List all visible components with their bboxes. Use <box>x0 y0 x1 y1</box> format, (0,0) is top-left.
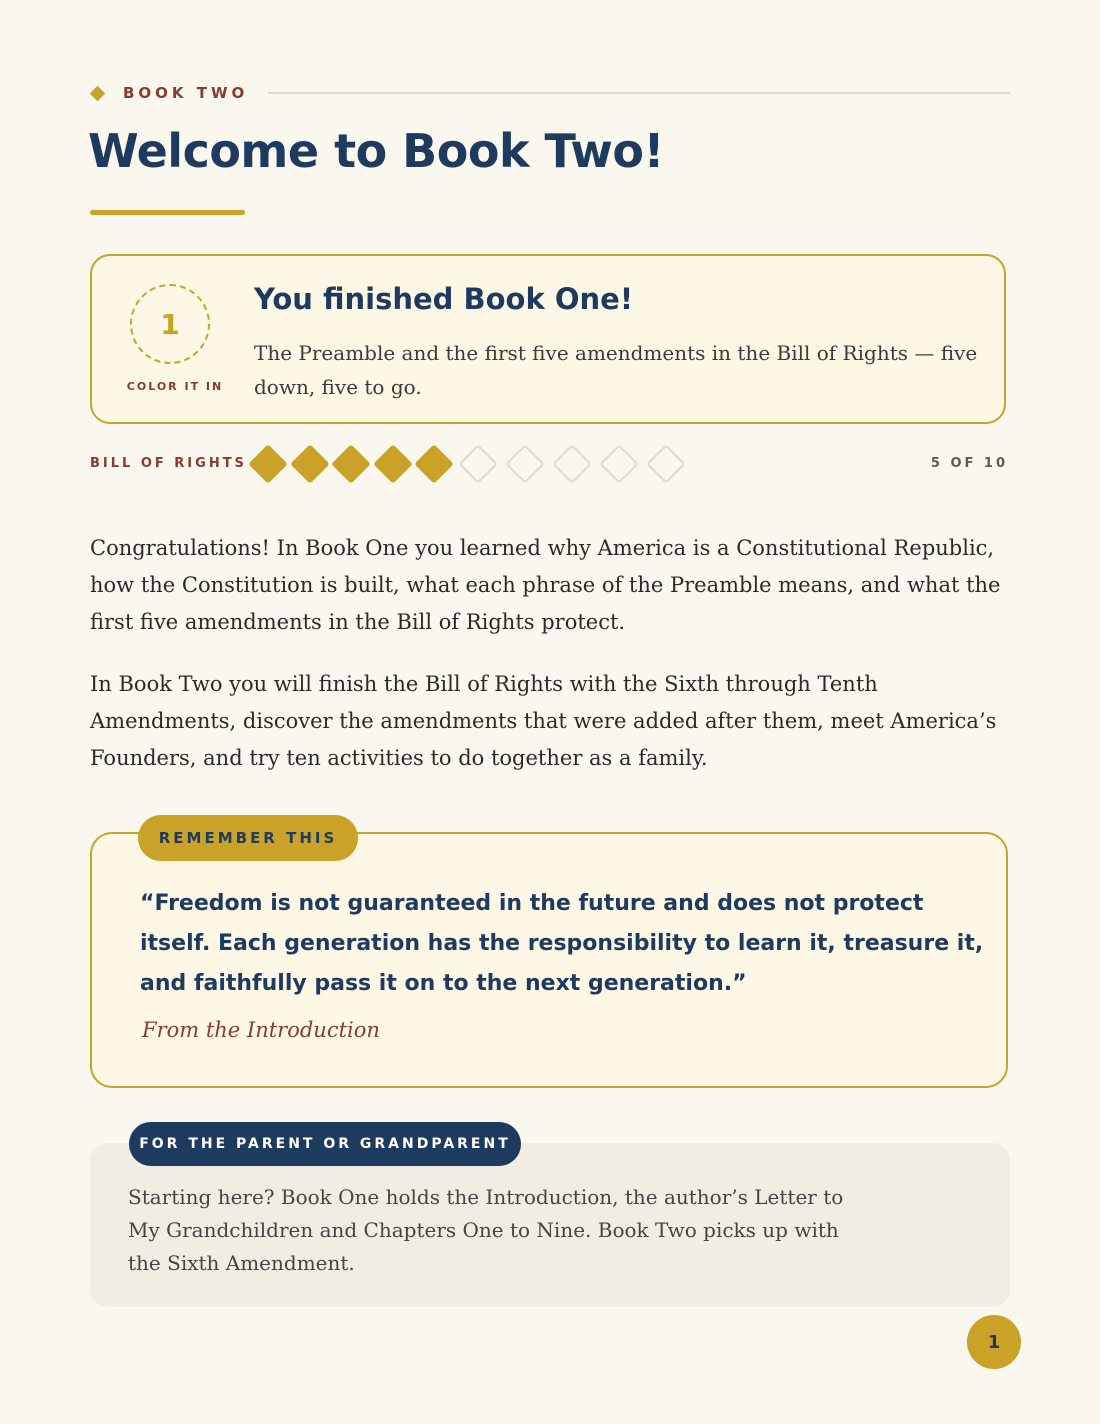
page-number: 1 <box>967 1315 1021 1369</box>
progress-diamond-filled <box>248 444 288 484</box>
progress-diamond-filled <box>414 444 454 484</box>
kicker-rule <box>268 92 1010 94</box>
progress-diamond-filled <box>290 444 330 484</box>
intro-paragraph-2: In Book Two you will finish the Bill of Rights with the Sixth through Tenth Amendments, discover the amendments that were added after them, meet America’s Founders, and try ten activities to do together as a family. <box>90 672 997 770</box>
progress-diamond-empty <box>505 444 545 484</box>
page-title: Welcome to Book Two! <box>88 124 664 178</box>
kicker-label: BOOK TWO <box>123 84 249 102</box>
finished-heading: You finished Book One! <box>254 282 634 316</box>
progress-diamond-empty <box>458 444 498 484</box>
parent-note <box>90 1143 1010 1307</box>
progress-diamond-empty <box>552 444 592 484</box>
title-underline <box>90 210 245 215</box>
diamond-bullet-icon <box>90 85 106 101</box>
progress-diamond-empty <box>646 444 686 484</box>
parent-note-tag: FOR THE PARENT OR GRANDPARENT <box>129 1122 521 1166</box>
bill-of-rights-progress <box>90 444 1008 484</box>
finished-text: The Preamble and the first five amendments in the Bill of Rights — five down, five to go. <box>254 341 978 399</box>
progress-diamond-empty <box>599 444 639 484</box>
color-in-badge: 1 <box>130 284 210 364</box>
progress-label: BILL OF RIGHTS <box>90 456 247 471</box>
progress-diamond-filled <box>373 444 413 484</box>
remember-tag: REMEMBER THIS <box>138 815 358 861</box>
progress-diamond-filled <box>331 444 371 484</box>
parent-note-text: Starting here? Book One holds the Introduction, the author’s Letter to My Grandchildren and Chapters One to Nine. Book Two picks up with the Sixth Amendment. <box>128 1185 844 1275</box>
progress-count: 5 OF 10 <box>930 456 1008 471</box>
remember-quote: “Freedom is not guaranteed in the future and does not protect itself. Each generation has the responsibility to learn it, treasure it, and faithfully pass it on to the next generation.” <box>140 891 984 996</box>
finished-card <box>90 254 1006 424</box>
intro-paragraph-1: Congratulations! In Book One you learned why America is a Constitutional Republic, how the Constitution is built, what each phrase of the Preamble means, and what the first five amendments in the Bill of Rights protect. <box>90 536 1001 634</box>
color-in-caption: COLOR IT IN <box>126 380 224 393</box>
section-kicker <box>90 82 1010 104</box>
quote-source: From the Introduction <box>142 1018 380 1042</box>
